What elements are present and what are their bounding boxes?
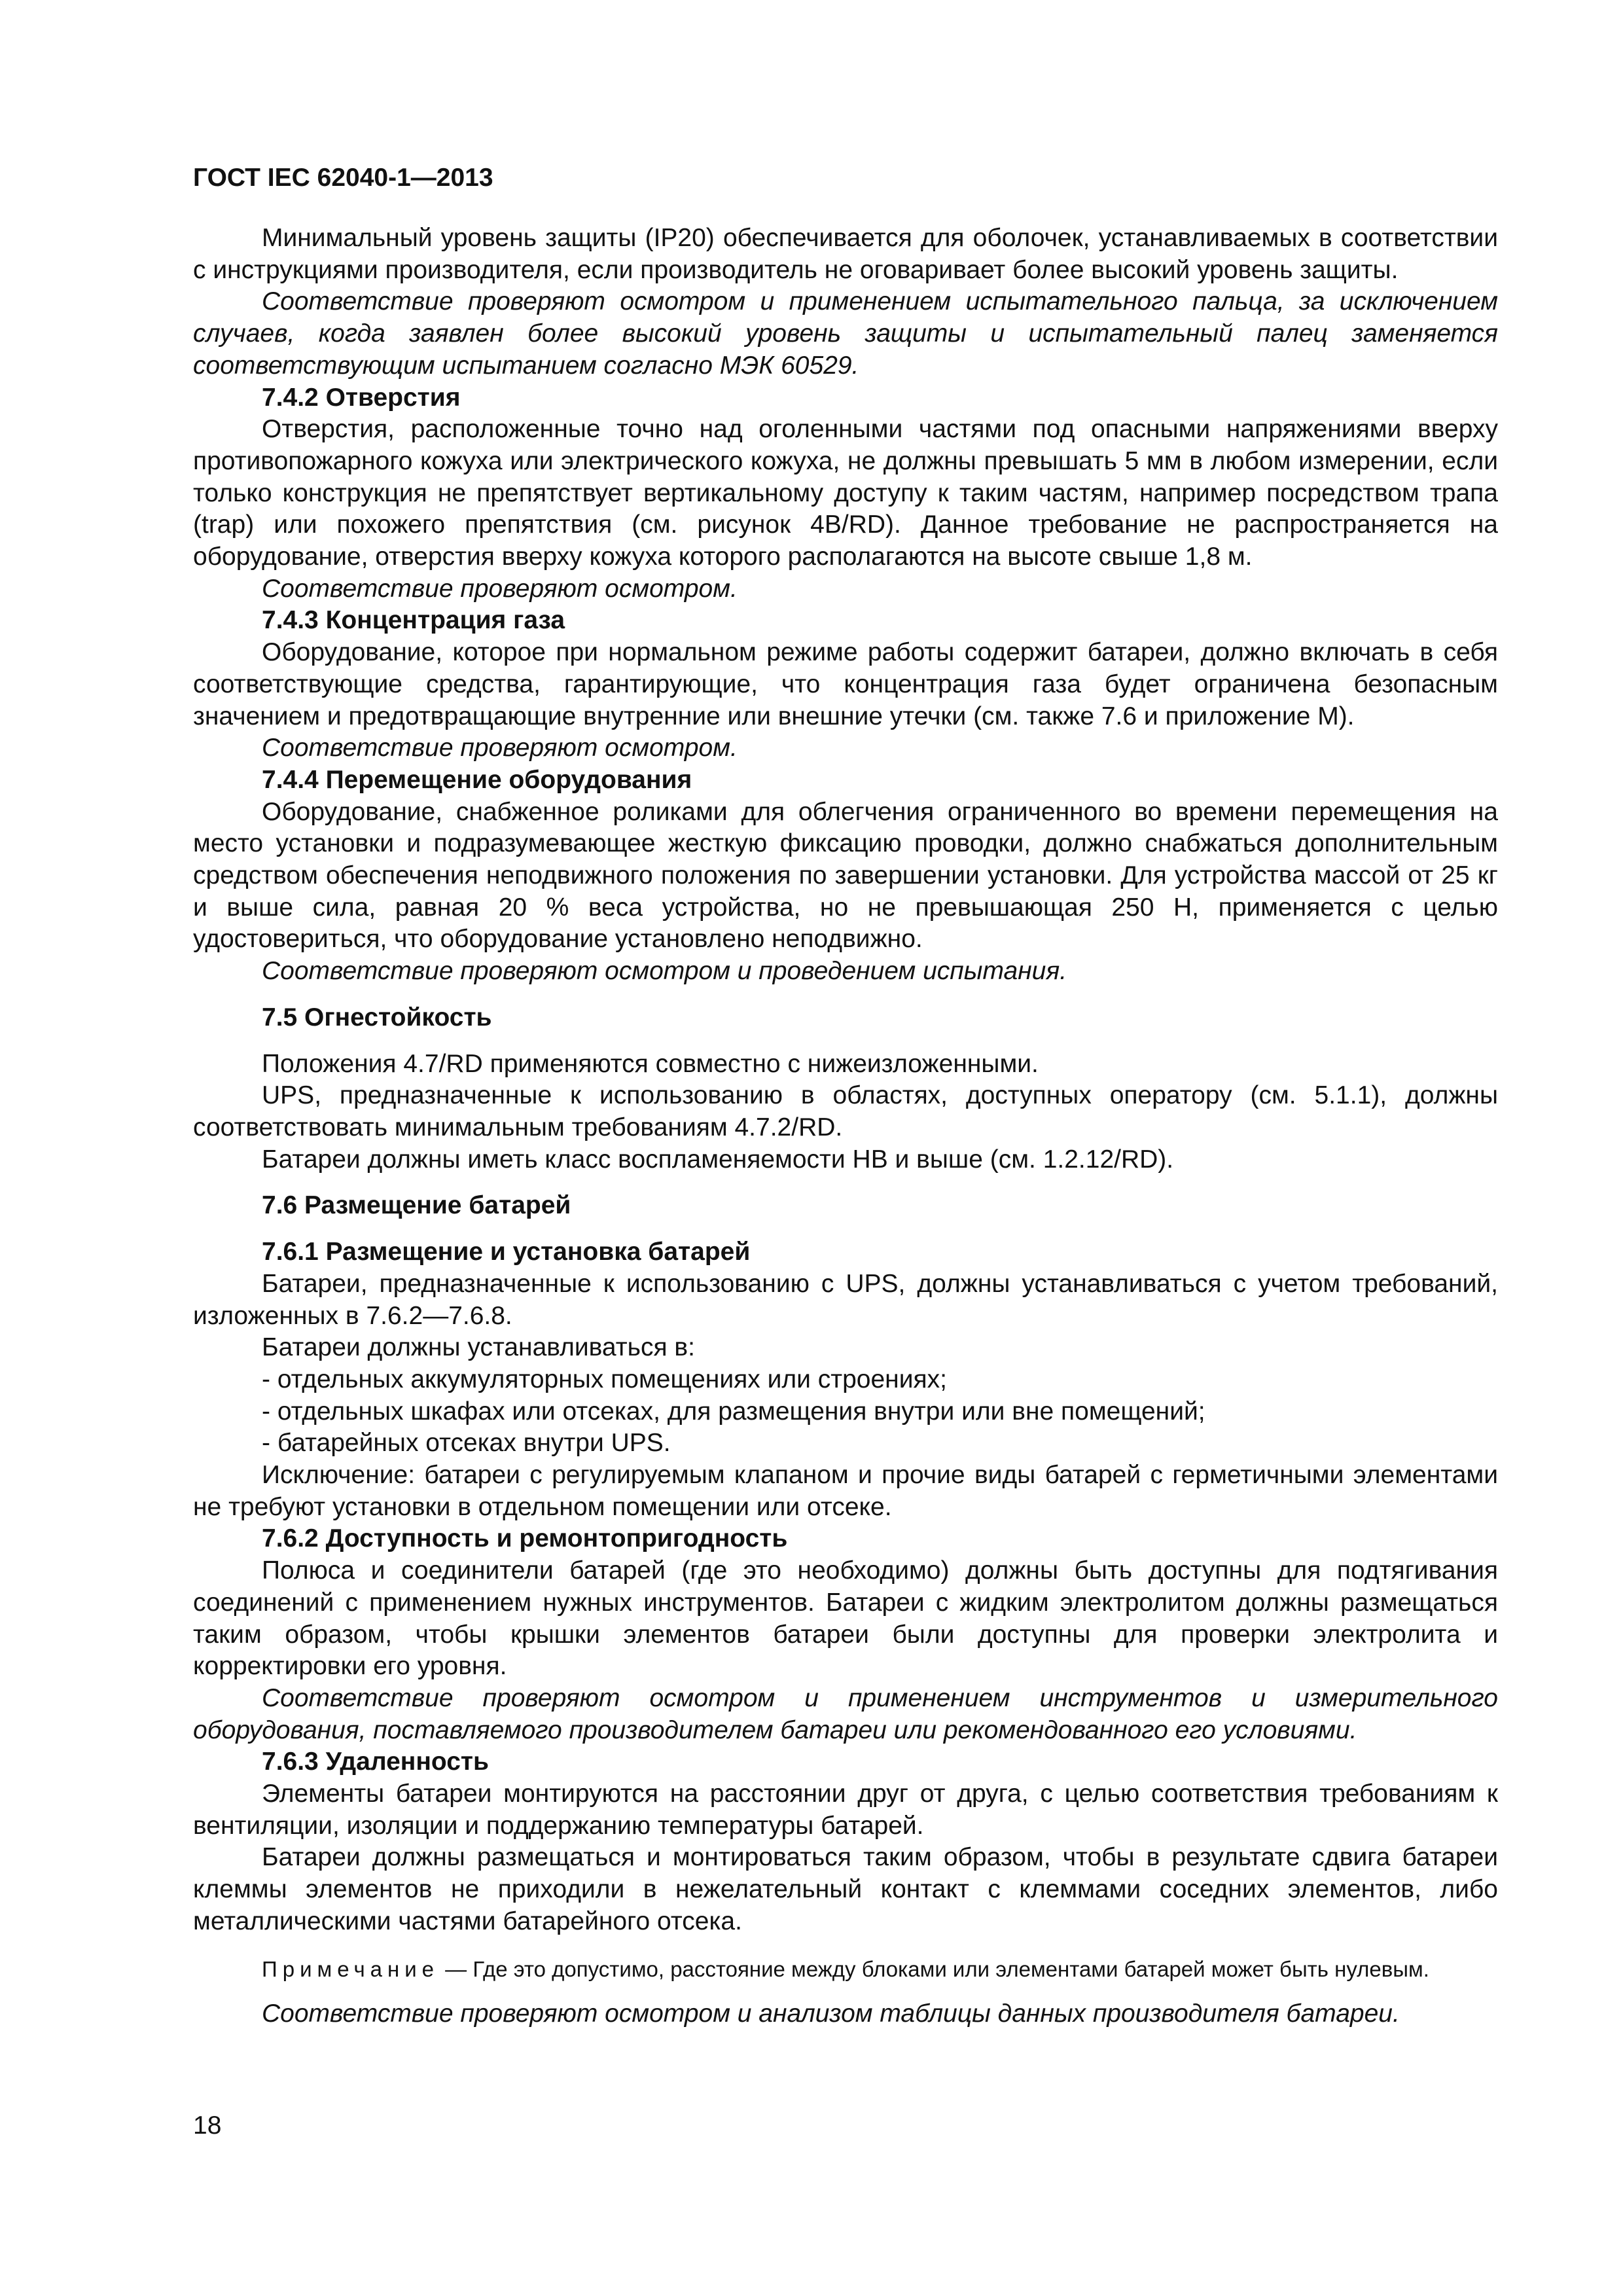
paragraph: Отверстия, расположенные точно над оголенными частями под опасными напряжениями вверху противопожарного кожуха или электрического кожуха, не должны превышать 5 мм в любом измерении, если только конструкция не препятствует вертикальному доступу к таким частям, например посредством трапа (trap) или похожего препятствия (см. рисунок 4B/RD). Данное требование не распространяется на оборудование, отверстия вверху кожуха которого располагаются на высоте свыше 1,8 м.	[193, 415, 1498, 571]
compliance-paragraph: Соответствие проверяют осмотром и проведением испытания.	[262, 957, 1067, 986]
heading-7-6-2: 7.6.2 Доступность и ремонтопригодность	[262, 1524, 788, 1553]
paragraph: Исключение: батареи с регулируемым клапаном и прочие виды батарей с герметичными элементами не требуют установки в отдельном помещении или отсеке.	[193, 1461, 1498, 1521]
compliance-paragraph: Соответствие проверяют осмотром и применением испытательного пальца, за исключением случаев, когда заявлен более высокий уровень защиты и испытательный палец заменяется соответствующим испытанием согласно МЭК 60529.	[193, 287, 1498, 380]
heading-7-5: 7.5 Огнестойкость	[262, 1003, 492, 1031]
compliance-paragraph: Соответствие проверяют осмотром.	[262, 574, 738, 603]
compliance-paragraph: Соответствие проверяют осмотром и применением инструментов и измерительного оборудования, поставляемого производителем батареи или рекомендованного его условиями.	[193, 1683, 1498, 1744]
paragraph: Оборудование, снабженное роликами для облегчения ограниченного во времени перемещения на место установки и подразумевающее жесткую фиксацию проводки, должно снабжаться дополнительным средством обеспечения неподвижного положения по завершении установки. Для устройства массой от 25 кг и выше сила, равная 20 % веса устройства, но не превышающая 250 Н, применяется с целью удостовериться, что оборудование установлено неподвижно.	[193, 797, 1498, 954]
heading-7-4-4: 7.4.4 Перемещение оборудования	[262, 765, 692, 794]
document-body	[193, 223, 1498, 2030]
document-header: ГОСТ IEC 62040-1—2013	[193, 164, 493, 192]
note-text: — Где это допустимо, расстояние между блоками или элементами батарей может быть нулевым.	[439, 1956, 1429, 1981]
page-number: 18	[193, 2111, 222, 2140]
list-item: - отдельных аккумуляторных помещениях или строениях;	[262, 1365, 947, 1393]
compliance-paragraph: Соответствие проверяют осмотром и анализом таблицы данных производителя батареи.	[262, 1999, 1400, 2028]
note	[193, 1955, 1498, 1984]
paragraph: Батареи должны иметь класс воспламеняемости HB и выше (см. 1.2.12/RD).	[262, 1145, 1174, 1174]
list-item: - отдельных шкафах или отсеках, для размещения внутри или вне помещений;	[262, 1397, 1205, 1426]
paragraph: Полюса и соединители батарей (где это необходимо) должны быть доступны для подтягивания соединений с применением нужных инструментов. Батареи с жидким электролитом должны размещаться таким образом, чтобы крышки элементов батареи были доступны для проверки электролита и корректировки его уровня.	[193, 1556, 1498, 1681]
heading-7-6-1: 7.6.1 Размещение и установка батарей	[262, 1238, 751, 1266]
paragraph: Элементы батареи монтируются на расстоянии друг от друга, с целью соответствия требованиям к вентиляции, изоляции и поддержанию температуры батарей.	[193, 1780, 1498, 1840]
paragraph: Батареи, предназначенные к использованию с UPS, должны устанавливаться с учетом требований, изложенных в 7.6.2—7.6.8.	[193, 1269, 1498, 1330]
paragraph: Минимальный уровень защиты (IP20) обеспечивается для оболочек, устанавливаемых в соответствии с инструкциями производителя, если производитель не оговаривает более высокий уровень защиты.	[193, 224, 1498, 284]
paragraph: Положения 4.7/RD применяются совместно с нижеизложенными.	[262, 1049, 1039, 1078]
paragraph: UPS, предназначенные к использованию в областях, доступных оператору (см. 5.1.1), должны соответствовать минимальным требованиям 4.7.2/RD.	[193, 1081, 1498, 1141]
compliance-paragraph: Соответствие проверяют осмотром.	[262, 734, 738, 762]
note-label: Примечание	[262, 1956, 440, 1981]
list-item: - батарейных отсеках внутри UPS.	[262, 1429, 671, 1458]
heading-7-4-2: 7.4.2 Отверстия	[262, 383, 461, 412]
heading-7-6: 7.6 Размещение батарей	[262, 1191, 571, 1220]
paragraph: Оборудование, которое при нормальном режиме работы содержит батареи, должно включать в себя соответствующие средства, гарантирующие, что концентрация газа будет ограничена безопасным значением и предотвращающие внутренние или внешние утечки (см. также 7.6 и приложение M).	[193, 638, 1498, 730]
paragraph: Батареи должны устанавливаться в:	[262, 1333, 695, 1362]
paragraph: Батареи должны размещаться и монтироваться таким образом, чтобы в результате сдвига батареи клеммы элементов не приходили в нежелательный контакт с клеммами соседних элементов, либо металлическими частями батарейного отсека.	[193, 1843, 1498, 1935]
heading-7-6-3: 7.6.3 Удаленность	[262, 1748, 489, 1776]
heading-7-4-3: 7.4.3 Концентрация газа	[262, 606, 565, 635]
